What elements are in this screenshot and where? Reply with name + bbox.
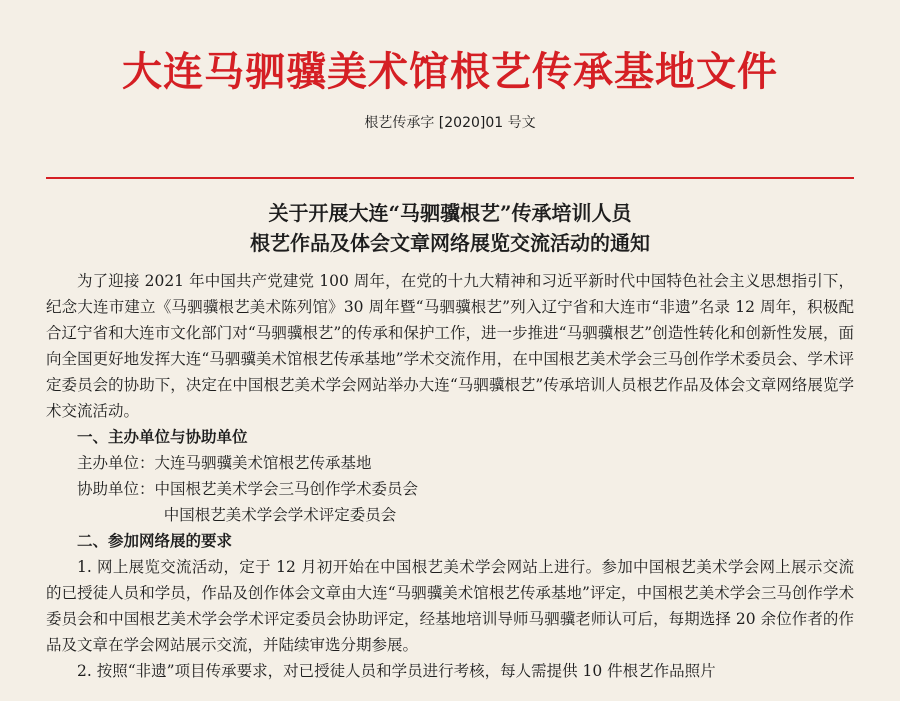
red-divider-line	[46, 177, 854, 179]
document-header-title: 大连马驷骥美术馆根艺传承基地文件	[122, 49, 778, 95]
notice-body	[46, 268, 854, 684]
notice-title-line-1: 关于开展大连“马驷骥根艺”传承培训人员	[268, 201, 632, 225]
section-1-heading: 一、主办单位与协助单位	[77, 428, 248, 446]
assist-unit-line-2: 中国根艺美术学会学术评定委员会	[163, 506, 397, 524]
notice-title	[0, 198, 900, 258]
document-number: 根艺传承字 [2020]01 号文	[364, 115, 536, 131]
requirement-item-1: 1. 网上展览交流活动，定于 12 月初开始在中国根艺美术学会网站上进行。参加中国根艺美术学会网上展示交流的已授徒人员和学员，作品及创作体会文章由大连“马驷骥美术馆根艺传承基地”评定，中国根艺美术学会三马创作学术委员会和中国根艺美术学会学术评定委员会协助评定，经基地培训导师马驷骥老师认可后，每期选择 20 余位作者的作品及文章在学会网站展示交流，并陆续审选分期参展。	[46, 558, 854, 654]
intro-paragraph: 为了迎接 2021 年中国共产党建党 100 周年，在党的十九大精神和习近平新时代中国特色社会主义思想指引下，纪念大连市建立《马驷骥根艺美术陈列馆》30 周年暨“马驷骥根艺”列入辽宁省和大连市“非遗”名录 12 周年，积极配合辽宁省和大连市文化部门对“马驷骥根艺”的传承和保护工作，进一步推进“马驷骥根艺”创造性转化和创新性发展，面向全国更好地发挥大连“马驷骥美术馆根艺传承基地”学术交流作用，在中国根艺美术学会三马创作学术委员会、学术评定委员会的协助下，决定在中国根艺美术学会网站举办大连“马驷骥根艺”传承培训人员根艺作品及体会文章网络展览学术交流活动。	[46, 272, 854, 420]
requirement-item-2: 2. 按照“非遗”项目传承要求，对已授徒人员和学员进行考核，每人需提供 10 件根艺作品照片	[77, 662, 716, 680]
section-2-heading: 二、参加网络展的要求	[77, 532, 233, 550]
assist-unit-line: 协助单位：中国根艺美术学会三马创作学术委员会	[77, 480, 419, 498]
host-unit-line: 主办单位：大连马驷骥美术馆根艺传承基地	[77, 454, 372, 472]
notice-title-line-2: 根艺作品及体会文章网络展览交流活动的通知	[250, 231, 650, 255]
